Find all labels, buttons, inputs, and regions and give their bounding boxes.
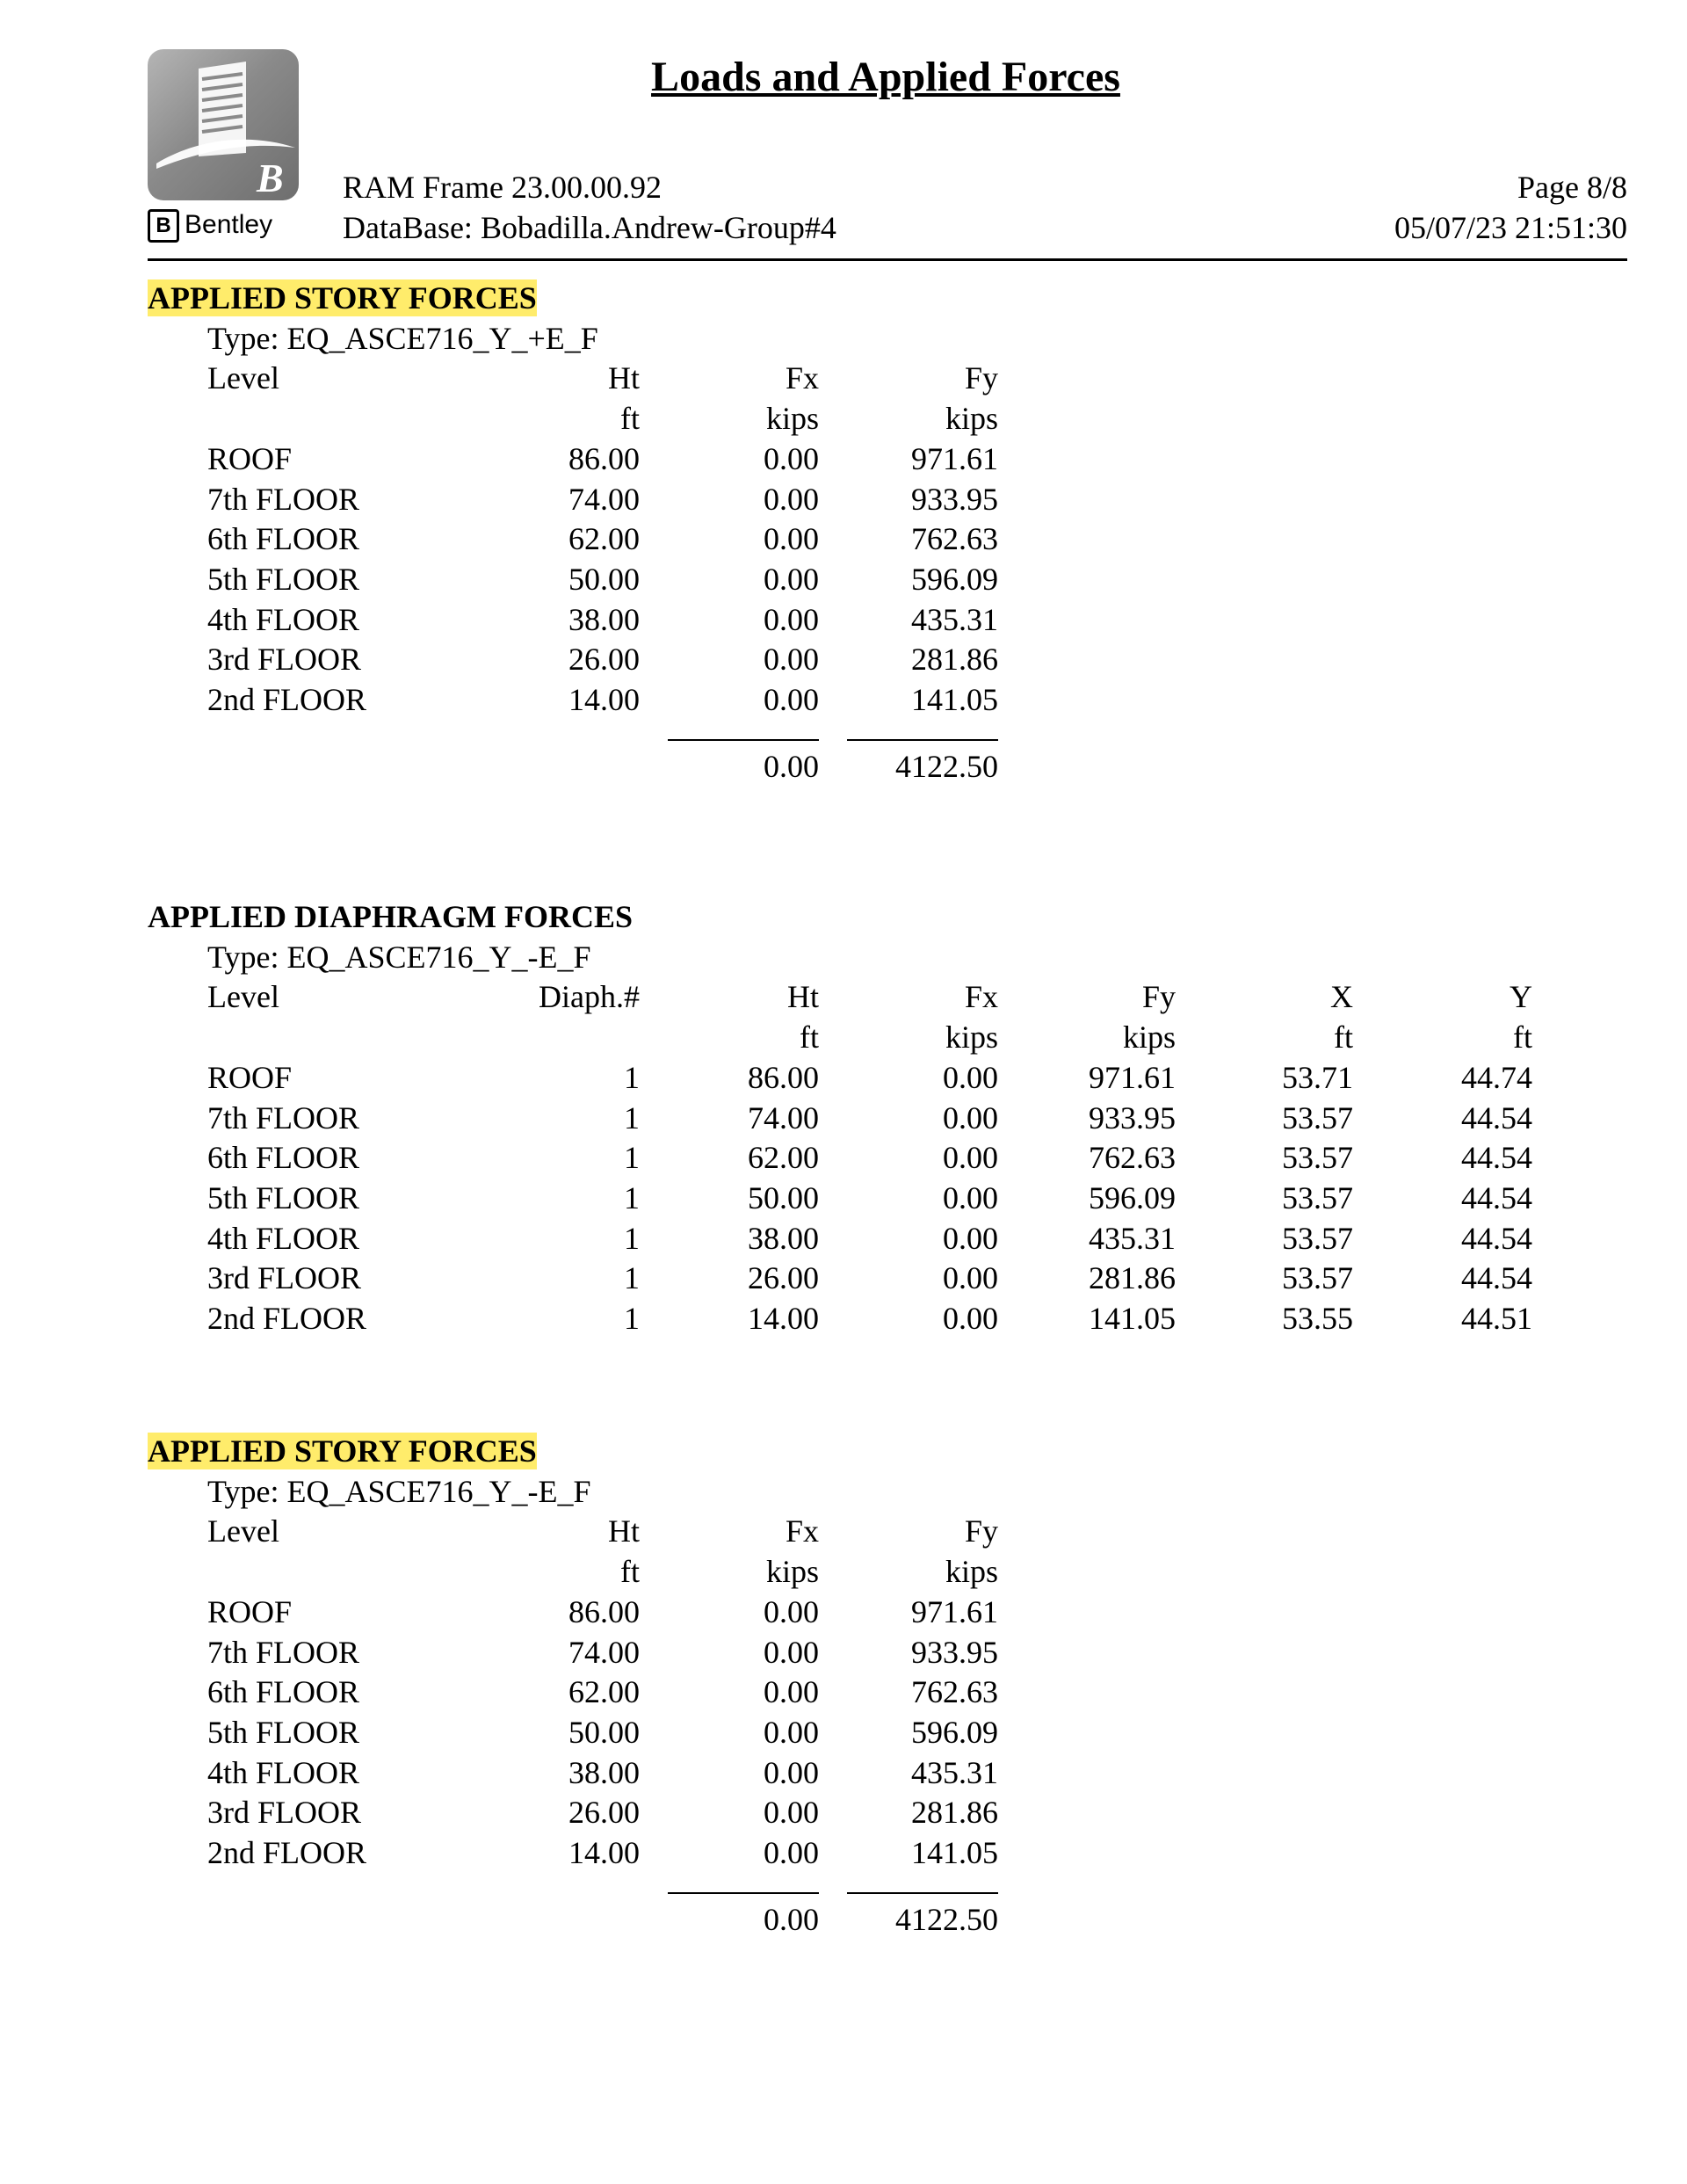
table-cell: 0.00 (764, 682, 819, 717)
table-cell: 1 (624, 1220, 640, 1256)
table-cell: 53.57 (1282, 1179, 1353, 1215)
row-level-name: 6th FLOOR (207, 1674, 360, 1710)
table-cell: 38.00 (568, 1754, 640, 1790)
table-cell: 0.00 (764, 521, 819, 557)
column-unit: kips (945, 1554, 998, 1590)
table-cell: 141.05 (911, 682, 998, 717)
table-cell: 1 (624, 1301, 640, 1336)
column-unit: kips (945, 401, 998, 437)
table-cell: 38.00 (568, 601, 640, 637)
page-number: Page 8/8 (1517, 170, 1627, 205)
column-header: Fx (785, 360, 819, 396)
table-cell: 971.61 (1089, 1059, 1176, 1095)
table-cell: 26.00 (748, 1260, 819, 1296)
table-cell: 0.00 (764, 1795, 819, 1831)
table-cell: 38.00 (748, 1220, 819, 1256)
table-cell: 44.54 (1461, 1099, 1532, 1136)
table-cell: 281.86 (911, 1795, 998, 1831)
column-header: Fy (964, 360, 998, 396)
row-level-name: 7th FLOOR (207, 1634, 360, 1670)
table-cell: 86.00 (748, 1059, 819, 1095)
table-cell: 86.00 (568, 1593, 640, 1629)
table-cell: 281.86 (911, 642, 998, 678)
table-cell: 44.74 (1461, 1059, 1532, 1095)
total-rule (668, 739, 819, 741)
table-cell: 86.00 (568, 440, 640, 476)
row-level-name: 7th FLOOR (207, 1099, 360, 1136)
table-cell: 0.00 (943, 1260, 998, 1296)
table-cell: 0.00 (764, 1714, 819, 1750)
program-version: RAM Frame 23.00.00.92 (343, 170, 662, 205)
logo-letter: B (257, 156, 284, 200)
column-header-level: Level (207, 1513, 279, 1549)
row-level-name: 5th FLOOR (207, 1179, 360, 1215)
print-datetime: 05/07/23 21:51:30 (1394, 210, 1627, 245)
column-header: Y (1510, 979, 1532, 1015)
table-cell: 62.00 (748, 1140, 819, 1176)
table-cell: 50.00 (568, 1714, 640, 1750)
table-cell: 762.63 (911, 1674, 998, 1710)
row-level-name: 4th FLOOR (207, 1754, 360, 1790)
table-cell: 44.54 (1461, 1179, 1532, 1215)
table-cell: 0.00 (943, 1179, 998, 1215)
column-header: Fy (1141, 979, 1176, 1015)
table-cell: 62.00 (568, 521, 640, 557)
column-unit: kips (765, 1554, 819, 1590)
row-level-name: 6th FLOOR (207, 1140, 360, 1176)
table-cell: 14.00 (568, 1835, 640, 1870)
table-cell: 44.54 (1461, 1140, 1532, 1176)
column-unit: ft (1334, 1019, 1353, 1056)
table-cell: 1 (624, 1260, 640, 1296)
table-cell: 1 (624, 1179, 640, 1215)
table-cell: 933.95 (911, 481, 998, 517)
column-unit: ft (1513, 1019, 1532, 1056)
table-cell: 0.00 (764, 1593, 819, 1629)
database-name: DataBase: Bobadilla.Andrew-Group#4 (343, 210, 836, 245)
table-cell: 0.00 (764, 1634, 819, 1670)
column-header-level: Level (207, 360, 279, 396)
row-level-name: 3rd FLOOR (207, 1260, 362, 1296)
table-cell: 0.00 (764, 1674, 819, 1710)
table-cell: 0.00 (764, 481, 819, 517)
row-level-name: 5th FLOOR (207, 1714, 360, 1750)
page-title: Loads and Applied Forces (651, 54, 1120, 100)
load-type: Type: EQ_ASCE716_Y_-E_F (207, 1473, 591, 1509)
row-level-name: 7th FLOOR (207, 481, 360, 517)
table-cell: 53.57 (1282, 1140, 1353, 1176)
table-cell: 762.63 (911, 521, 998, 557)
table-cell: 53.57 (1282, 1260, 1353, 1296)
column-header-level: Level (207, 979, 279, 1015)
column-header: Ht (787, 979, 819, 1015)
table-cell: 0.00 (943, 1099, 998, 1136)
table-cell: 14.00 (568, 682, 640, 717)
table-cell: 26.00 (568, 1795, 640, 1831)
table-cell: 74.00 (748, 1099, 819, 1136)
row-level-name: ROOF (207, 1059, 293, 1095)
table-cell: 762.63 (1089, 1140, 1176, 1176)
table-cell: 53.57 (1282, 1220, 1353, 1256)
table-cell: 0.00 (764, 440, 819, 476)
row-level-name: ROOF (207, 1593, 293, 1629)
column-unit: kips (765, 401, 819, 437)
table-cell: 141.05 (911, 1835, 998, 1870)
table-cell: 0.00 (764, 642, 819, 678)
table-cell: 74.00 (568, 1634, 640, 1670)
column-header: Fy (964, 1513, 998, 1549)
column-unit: kips (945, 1019, 998, 1056)
row-level-name: ROOF (207, 440, 293, 476)
table-cell: 596.09 (911, 561, 998, 597)
header-divider (148, 258, 1627, 261)
table-cell: 1 (624, 1099, 640, 1136)
table-cell: 0.00 (764, 561, 819, 597)
table-cell: 281.86 (1089, 1260, 1176, 1296)
section-heading: APPLIED STORY FORCES (148, 1433, 537, 1469)
table-cell: 50.00 (748, 1179, 819, 1215)
column-unit: ft (620, 1554, 640, 1590)
table-cell: 62.00 (568, 1674, 640, 1710)
row-level-name: 3rd FLOOR (207, 642, 362, 678)
table-cell: 0.00 (943, 1140, 998, 1176)
table-cell: 53.71 (1282, 1059, 1353, 1095)
table-cell: 1 (624, 1140, 640, 1176)
table-cell: 44.54 (1461, 1260, 1532, 1296)
table-cell: 26.00 (568, 642, 640, 678)
table-cell: 14.00 (748, 1301, 819, 1336)
row-level-name: 5th FLOOR (207, 561, 360, 597)
table-cell: 933.95 (911, 1634, 998, 1670)
table-cell: 435.31 (1089, 1220, 1176, 1256)
row-level-name: 4th FLOOR (207, 601, 360, 637)
total-value: 0.00 (764, 1901, 819, 1937)
column-unit: kips (1122, 1019, 1176, 1056)
total-value: 0.00 (764, 748, 819, 784)
table-cell: 435.31 (911, 1754, 998, 1790)
table-cell: 0.00 (764, 1754, 819, 1790)
section-heading: APPLIED STORY FORCES (148, 280, 537, 316)
column-header: Ht (608, 1513, 640, 1549)
table-cell: 0.00 (764, 601, 819, 637)
column-unit: ft (620, 401, 640, 437)
table-cell: 44.51 (1461, 1301, 1532, 1336)
table-cell: 1 (624, 1059, 640, 1095)
table-cell: 44.54 (1461, 1220, 1532, 1256)
section-heading: APPLIED DIAPHRAGM FORCES (148, 899, 634, 934)
bentley-wordmark: Bentley (185, 210, 273, 239)
total-value: 4122.50 (895, 1901, 998, 1937)
table-cell: 141.05 (1089, 1301, 1176, 1336)
table-cell: 50.00 (568, 561, 640, 597)
row-level-name: 6th FLOOR (207, 521, 360, 557)
total-rule (847, 1892, 998, 1894)
column-header: Fx (785, 1513, 819, 1549)
row-level-name: 2nd FLOOR (207, 682, 367, 717)
table-cell: 0.00 (943, 1059, 998, 1095)
table-cell: 971.61 (911, 440, 998, 476)
table-cell: 0.00 (943, 1301, 998, 1336)
column-header: Diaph.# (539, 979, 640, 1015)
table-cell: 435.31 (911, 601, 998, 637)
bentley-mark-icon: B (148, 209, 179, 243)
column-header: X (1330, 979, 1353, 1015)
table-cell: 53.55 (1282, 1301, 1353, 1336)
column-header: Ht (608, 360, 640, 396)
table-cell: 53.57 (1282, 1099, 1353, 1136)
load-type: Type: EQ_ASCE716_Y_-E_F (207, 939, 591, 975)
table-cell: 596.09 (1089, 1179, 1176, 1215)
bentley-logo (148, 207, 272, 243)
table-cell: 0.00 (943, 1220, 998, 1256)
total-rule (847, 739, 998, 741)
row-level-name: 2nd FLOOR (207, 1835, 367, 1870)
table-cell: 933.95 (1089, 1099, 1176, 1136)
table-cell: 971.61 (911, 1593, 998, 1629)
table-cell: 74.00 (568, 481, 640, 517)
total-rule (668, 1892, 819, 1894)
row-level-name: 4th FLOOR (207, 1220, 360, 1256)
table-cell: 596.09 (911, 1714, 998, 1750)
table-cell: 0.00 (764, 1835, 819, 1870)
total-value: 4122.50 (895, 748, 998, 784)
row-level-name: 3rd FLOOR (207, 1795, 362, 1831)
column-unit: ft (800, 1019, 819, 1056)
load-type: Type: EQ_ASCE716_Y_+E_F (207, 320, 598, 356)
row-level-name: 2nd FLOOR (207, 1301, 367, 1336)
column-header: Fx (964, 979, 998, 1015)
